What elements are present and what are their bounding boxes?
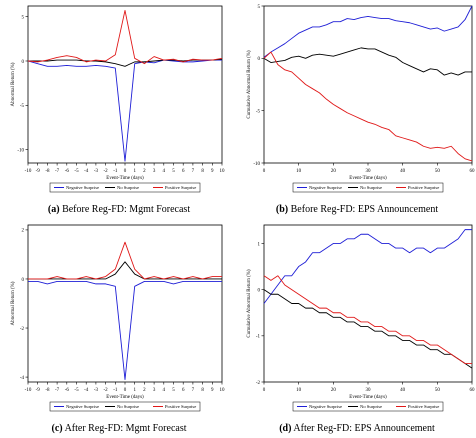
y-tick-label: -10 [253, 161, 260, 167]
x-tick-label: 10 [296, 388, 302, 393]
x-tick-label: -4 [84, 169, 89, 174]
series-line-positive [264, 276, 472, 364]
series-line-positive [264, 52, 472, 161]
legend-label-negative: Negative Surprise [66, 185, 100, 191]
y-tick-label: -5 [19, 104, 24, 110]
x-tick-label: 0 [262, 388, 266, 393]
y-tick-label: -4 [19, 375, 24, 381]
y-tick-label: 0 [257, 288, 260, 294]
x-tick-label: 0 [123, 388, 127, 393]
plot-frame [28, 6, 222, 163]
x-tick-label: -7 [55, 169, 60, 174]
legend-label-positive: Positive Surprise [165, 404, 197, 410]
plot-frame [28, 225, 222, 382]
chart-b [238, 0, 476, 200]
x-tick-label: 50 [434, 388, 440, 393]
x-tick-label: -10 [24, 388, 32, 393]
x-tick-label: -6 [64, 169, 69, 174]
x-tick-label: 20 [330, 388, 336, 393]
x-tick-label: 30 [365, 388, 371, 393]
x-tick-label: -5 [74, 169, 79, 174]
x-tick-label: -8 [45, 388, 50, 393]
x-tick-label: -9 [35, 169, 40, 174]
legend-label-none: No Surprise [117, 404, 140, 410]
chart-panel-d [238, 219, 476, 438]
x-tick-label: 0 [123, 169, 127, 174]
y-tick-label: 1 [257, 242, 260, 248]
x-tick-label: 3 [152, 388, 156, 393]
x-axis-label: Event-Time (days) [106, 395, 144, 400]
legend-label-positive: Positive Surprise [165, 185, 197, 191]
x-tick-label: 10 [219, 169, 225, 174]
legend-label-negative: Negative Surprise [66, 404, 100, 410]
y-tick-label: 0 [21, 59, 24, 65]
y-tick-label: -1 [255, 334, 260, 340]
x-axis-label: Event-Time (days) [349, 395, 387, 400]
x-tick-label: 4 [162, 388, 166, 393]
caption-c-text: After Reg-FD: Mgmt Forecast [64, 423, 187, 434]
x-tick-label: -7 [55, 388, 60, 393]
y-tick-label: -10 [17, 148, 24, 154]
chart-panel-a [0, 0, 238, 219]
x-tick-label: -6 [64, 388, 69, 393]
x-tick-label: -10 [24, 169, 32, 174]
legend-label-negative: Negative Surprise [309, 185, 343, 191]
x-tick-label: 7 [191, 388, 195, 393]
x-axis-label: Event-Time (days) [106, 176, 144, 181]
chart-a [0, 0, 238, 200]
legend-label-none: No Surprise [360, 185, 383, 191]
y-tick-label: -2 [255, 380, 260, 386]
x-tick-label: -2 [103, 169, 108, 174]
x-tick-label: 60 [469, 388, 475, 393]
x-tick-label: -8 [45, 169, 50, 174]
chart-c [0, 219, 238, 419]
series-line-none [264, 290, 472, 369]
y-tick-label: -5 [255, 109, 260, 115]
caption-c [0, 423, 238, 434]
caption-a-text: Before Reg-FD: Mgmt Forecast [62, 204, 191, 215]
caption-d-text: After Reg-FD: EPS Announcement [293, 423, 435, 434]
x-tick-label: -5 [74, 388, 79, 393]
series-line-negative [28, 281, 222, 379]
chart-panel-c [0, 219, 238, 438]
x-tick-label: 9 [211, 388, 214, 393]
caption-b-text: Before Reg-FD: EPS Announcement [290, 204, 439, 215]
series-line-none [264, 48, 472, 75]
caption-b [238, 204, 476, 215]
x-tick-label: 1 [133, 388, 136, 393]
x-axis-label: Event-Time (days) [349, 176, 387, 181]
x-tick-label: -3 [93, 169, 98, 174]
x-tick-label: 5 [172, 388, 175, 393]
x-tick-label: 3 [152, 169, 156, 174]
x-tick-label: 10 [296, 169, 302, 174]
y-axis-label: Cumulative Abnormal Return (%) [247, 269, 252, 338]
caption-d [238, 423, 476, 434]
x-tick-label: 40 [400, 388, 406, 393]
series-line-none [28, 59, 222, 66]
caption-a [0, 204, 238, 215]
y-tick-label: -2 [19, 326, 24, 332]
legend-label-none: No Surprise [117, 185, 140, 191]
x-tick-label: 2 [143, 169, 146, 174]
x-tick-label: 20 [330, 169, 336, 174]
x-tick-label: -4 [84, 388, 89, 393]
caption-b-tag: (b) [275, 204, 289, 215]
x-tick-label: -1 [113, 169, 118, 174]
x-tick-label: 8 [201, 169, 204, 174]
x-tick-label: 2 [143, 388, 146, 393]
x-tick-label: -3 [93, 388, 98, 393]
y-axis-label: Abnormal Return (%) [11, 62, 16, 107]
y-axis-label: Abnormal Return (%) [11, 281, 16, 326]
y-tick-label: 2 [21, 228, 24, 234]
x-tick-label: 50 [434, 169, 440, 174]
y-tick-label: 5 [257, 4, 260, 10]
x-tick-label: 10 [219, 388, 225, 393]
y-tick-label: 0 [21, 277, 24, 283]
caption-c-tag: (c) [51, 423, 63, 434]
y-tick-label: 0 [257, 57, 260, 63]
x-tick-label: 4 [162, 169, 166, 174]
caption-d-tag: (d) [279, 423, 292, 434]
series-line-negative [264, 6, 472, 57]
series-line-positive [28, 10, 222, 63]
x-tick-label: -1 [113, 388, 118, 393]
legend-label-none: No Surprise [360, 404, 383, 410]
series-line-positive [28, 242, 222, 279]
x-tick-label: 30 [365, 169, 371, 174]
x-tick-label: 6 [181, 169, 185, 174]
legend-label-positive: Positive Surprise [408, 185, 440, 191]
legend-label-positive: Positive Surprise [408, 404, 440, 410]
chart-d [238, 219, 476, 419]
x-tick-label: 5 [172, 169, 175, 174]
x-tick-label: -9 [35, 388, 40, 393]
x-tick-label: 8 [201, 388, 204, 393]
legend-label-negative: Negative Surprise [309, 404, 343, 410]
x-tick-label: 6 [181, 388, 185, 393]
x-tick-label: 7 [191, 169, 195, 174]
x-tick-label: 60 [469, 169, 475, 174]
chart-panel-b [238, 0, 476, 219]
y-tick-label: 5 [21, 15, 24, 21]
x-tick-label: 40 [400, 169, 406, 174]
y-axis-label: Cumulative Abnormal Return (%) [247, 50, 252, 119]
x-tick-label: 1 [133, 169, 136, 174]
caption-a-tag: (a) [47, 204, 60, 215]
x-tick-label: 9 [211, 169, 214, 174]
x-tick-label: -2 [103, 388, 108, 393]
series-line-negative [28, 60, 222, 161]
x-tick-label: 0 [262, 169, 266, 174]
